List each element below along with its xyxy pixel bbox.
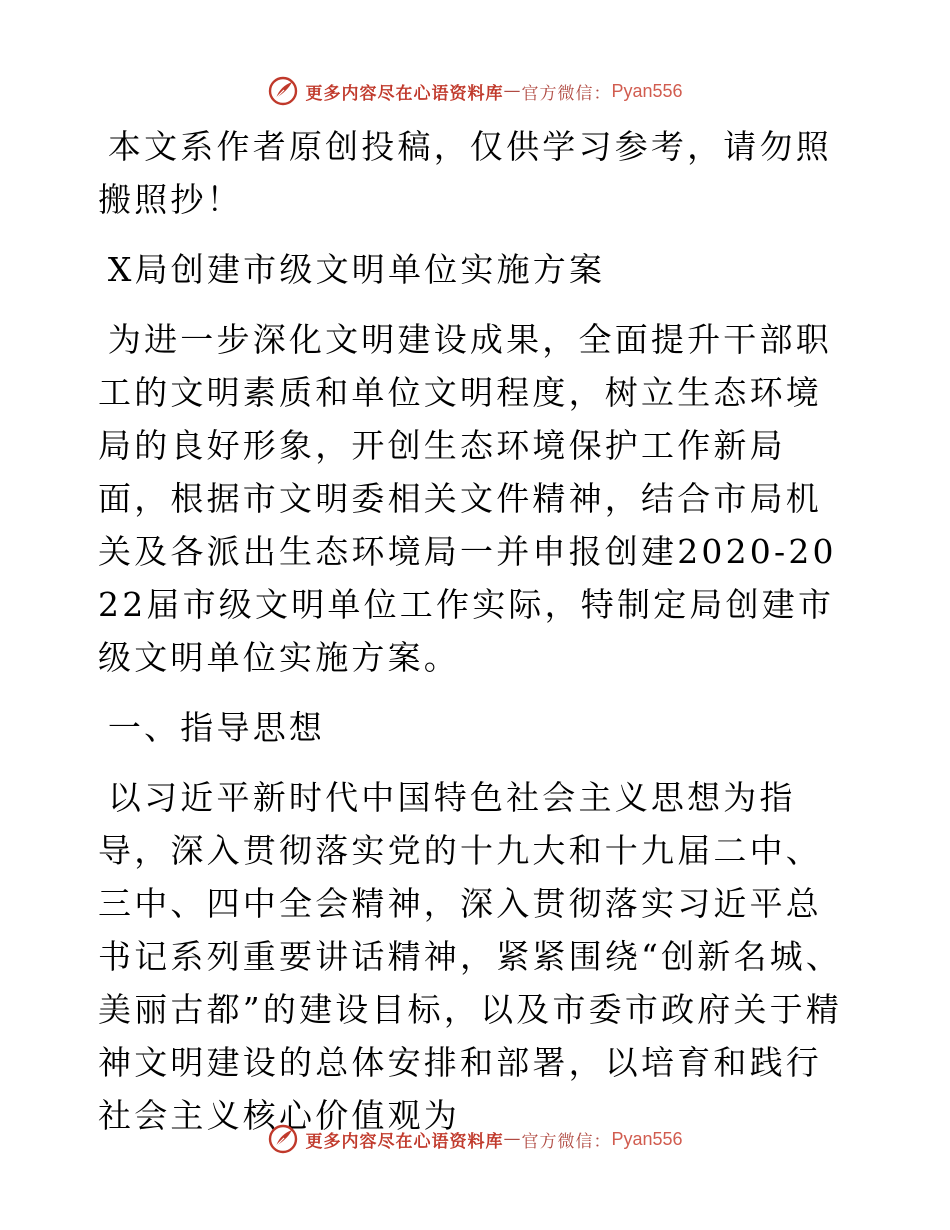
watermark-wechat-id: Pyan556 <box>611 80 683 101</box>
watermark-sub-text: 官方微信： <box>521 1131 612 1152</box>
watermark-wechat-id: Pyan556 <box>611 1128 683 1149</box>
watermark-dash: — <box>503 1129 522 1149</box>
section-body-guiding-ideology: 以习近平新时代中国特色社会主义思想为指导，深入贯彻落实党的十九大和十九届二中、三中、四中全会精神，深入贯彻落实习近平总书记系列重要讲话精神，紧紧围绕“创新名城、美丽古都”的建设目标，以及市委市政府关于精神文明建设的总体安排和部署，以培育和践行社会主义核心价值观为 <box>98 778 843 1135</box>
watermark-header <box>0 74 950 108</box>
intro-paragraph: 为进一步深化文明建设成果，全面提升干部职工的文明素质和单位文明程度，树立生态环境局的良好形象，开创生态环境保护工作新局面，根据市文明委相关文件精神，结合市局机关及各派出生态环境局一并申报创建2020-2022届市级文明单位工作实际，特制定局创建市级文明单位实施方案。 <box>98 320 837 677</box>
watermark-dash: — <box>503 81 522 101</box>
section-heading-guiding-ideology: 一、指导思想 <box>107 708 326 747</box>
watermark-sub-text: 官方微信： <box>521 83 612 104</box>
document-body <box>98 120 858 1142</box>
document-title: X局创建市级文明单位实施方案 <box>107 250 606 289</box>
watermark-footer <box>0 1122 950 1156</box>
copyright-notice: 本文系作者原创投稿，仅供学习参考，请勿照搬照抄！ <box>98 127 832 219</box>
watermark-main-text: 更多内容尽在心语资料库 <box>305 1131 504 1152</box>
feather-pen-logo-icon <box>267 75 299 107</box>
feather-pen-logo-icon <box>267 1123 299 1155</box>
watermark-main-text: 更多内容尽在心语资料库 <box>305 83 504 104</box>
